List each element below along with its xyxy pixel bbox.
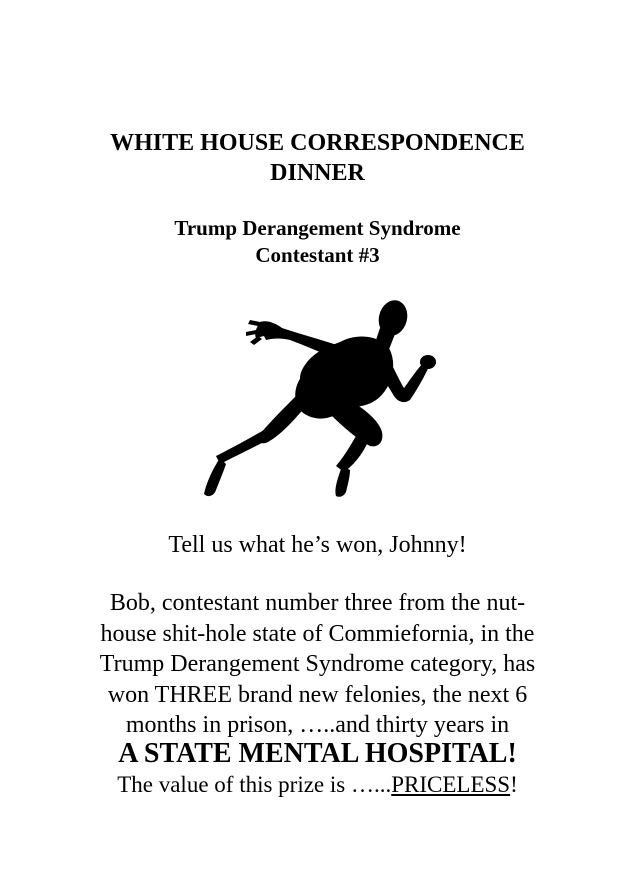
title-line-1: WHITE HOUSE CORRESPONDENCE: [110, 130, 525, 156]
subtitle-line-2: Contestant #3: [255, 243, 380, 267]
announcement-line-5: months in prison, …..and thirty years in: [125, 712, 510, 738]
announcement-line-3: Trump Derangement Syndrome category, has: [99, 651, 536, 677]
announcement-line-4: won THREE brand new felonies, the next 6: [107, 681, 528, 708]
running-man-silhouette-icon: [190, 290, 440, 510]
prize-line: [40, 771, 595, 799]
page-title: [40, 128, 595, 188]
prize-highlight: A STATE MENTAL HOSPITAL!: [118, 738, 517, 769]
announcement-text: [50, 588, 585, 741]
subtitle-line-1: Trump Derangement Syndrome: [174, 216, 461, 240]
page-subtitle: [40, 215, 595, 269]
tagline: Tell us what he’s won, Johnny!: [168, 532, 467, 558]
prize-prefix: The value of this prize is …...: [117, 772, 392, 797]
announcement-line-2: house shit-hole state of Commiefornia, in the: [100, 620, 535, 647]
title-line-2: DINNER: [270, 160, 365, 186]
prize-value: PRICELESS: [391, 772, 511, 797]
prize-suffix: !: [510, 772, 518, 797]
announcement-line-1: Bob, contestant number three from the nut-: [109, 590, 526, 616]
running-man-image: [190, 290, 440, 510]
